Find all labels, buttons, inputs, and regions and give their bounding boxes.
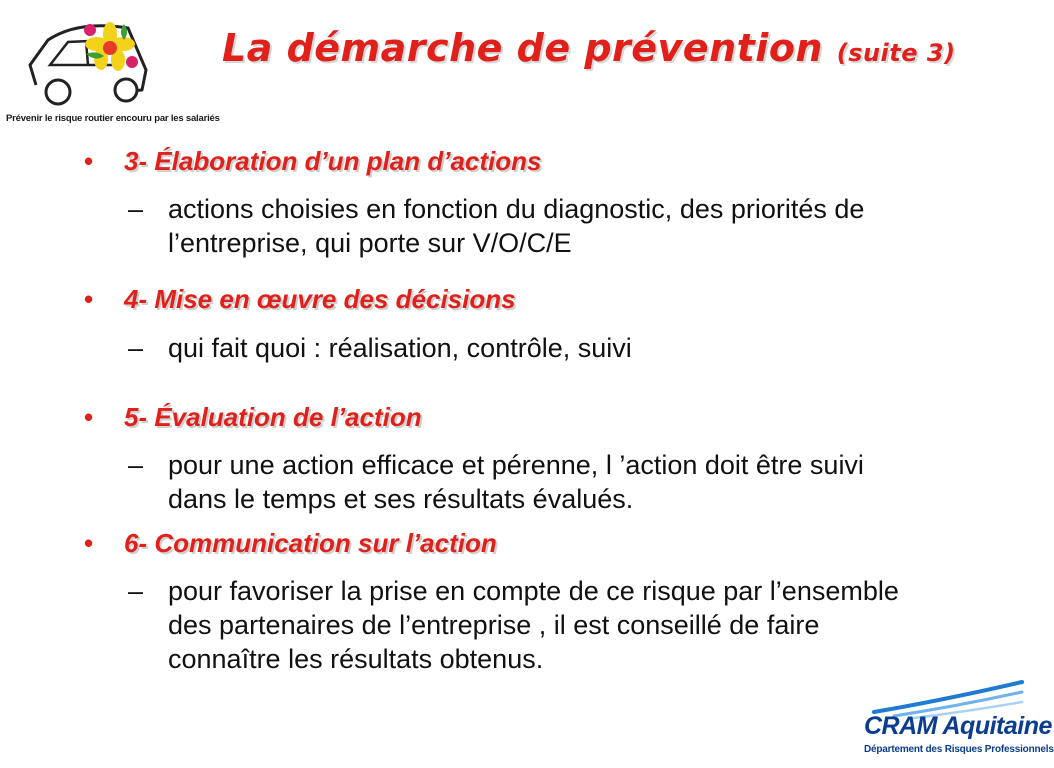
title-main: La démarche de prévention <box>222 26 823 70</box>
bullet-icon: • <box>84 146 94 176</box>
sub-item-text: actions choisies en fonction du diagnostic, des priorités de l’entreprise, qui porte sur V/O/C/E <box>168 194 865 258</box>
bullet-icon: • <box>84 402 94 432</box>
sub-item-text: pour favoriser la prise en compte de ce risque par l’ensemble des partenaires de l’entreprise , il est conseillé de faire connaître les résultats obtenus. <box>168 576 899 674</box>
dash-icon: – <box>128 576 144 606</box>
bullet-heading-6 <box>84 524 944 562</box>
sub-item-5 <box>84 448 944 516</box>
page-title <box>222 26 956 70</box>
bullet-heading-4 <box>84 280 944 318</box>
cram-logo <box>834 678 1054 768</box>
cram-name: CRAM Aquitaine <box>864 712 1052 740</box>
heading-text: 3- Élaboration d’un plan d’actions <box>124 146 542 176</box>
sub-item-4 <box>84 331 944 365</box>
bullet-icon: • <box>84 528 94 558</box>
heading-text: 5- Évaluation de l’action <box>124 402 422 432</box>
heading-text: 6- Communication sur l’action <box>124 528 497 558</box>
logo <box>0 0 230 130</box>
cram-department: Département des Risques Professionnels <box>864 744 1054 755</box>
sub-item-6 <box>84 574 944 676</box>
heading-text: 4- Mise en œuvre des décisions <box>124 284 516 314</box>
dash-icon: – <box>128 450 144 480</box>
sub-item-text: qui fait quoi : réalisation, contrôle, suivi <box>168 333 632 363</box>
dash-icon: – <box>128 333 144 363</box>
logo-caption: Prévenir le risque routier encouru par les salariés <box>6 113 220 124</box>
sub-item-3 <box>84 192 944 260</box>
bullet-heading-5 <box>84 398 944 436</box>
slide-content <box>84 142 944 676</box>
sub-item-text: pour une action efficace et pérenne, l ’action doit être suivi dans le temps et ses résultats évalués. <box>168 450 864 514</box>
car-flower-icon <box>18 10 158 110</box>
dash-icon: – <box>128 194 144 224</box>
bullet-heading-3 <box>84 142 944 180</box>
bullet-icon: • <box>84 284 94 314</box>
title-suffix: (suite 3) <box>836 39 956 67</box>
